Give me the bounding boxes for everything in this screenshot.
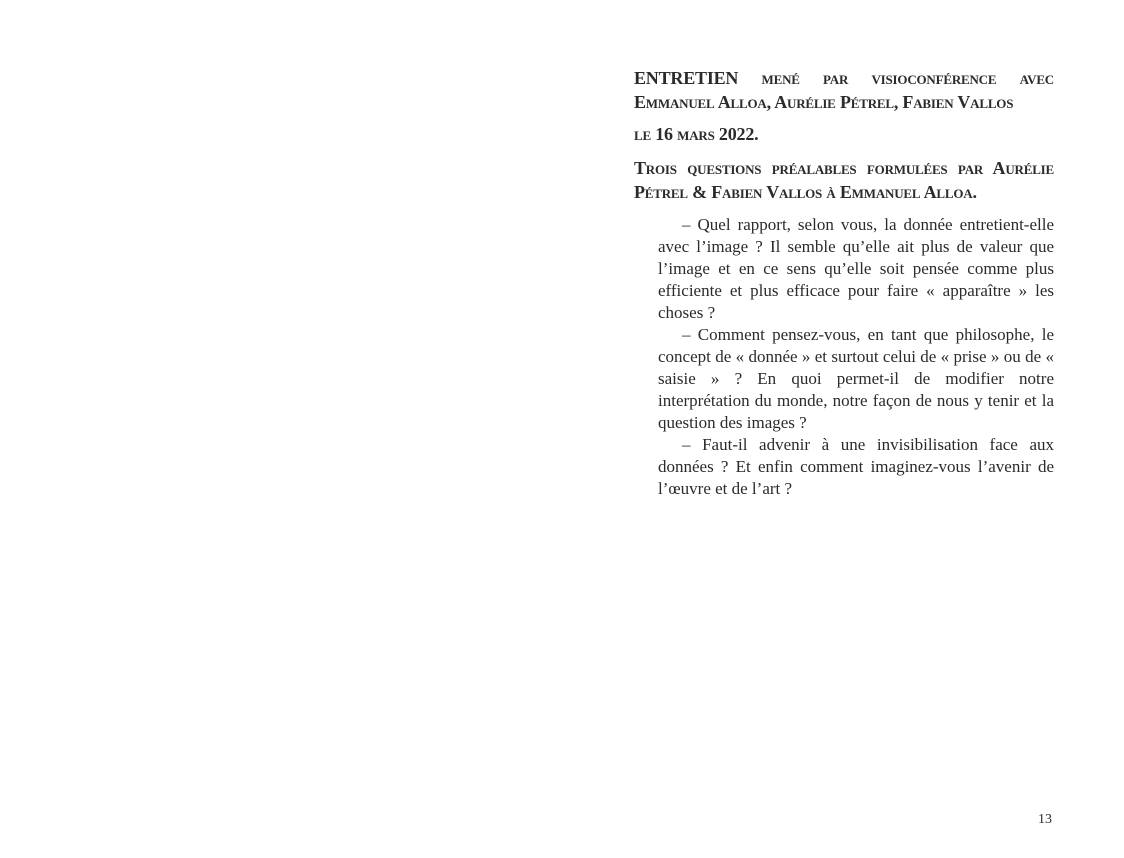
interview-date: le 16 mars 2022. — [634, 124, 759, 144]
question-2: – Comment pensez-vous, en tant que philosophe, le concept de « donnée » et surtout celui de « prise » ou de « saisie » ? En quoi permet-il de modifier notre interprétation du monde, notre façon de nous y tenir et la question des images ? — [658, 325, 1054, 432]
interview-subtitle: Trois questions préalables formulées par Aurélie Pétrel & Fabien Vallos à Emmanuel Alloa. — [634, 158, 1054, 202]
interview-heading — [634, 66, 1054, 114]
heading-lead-rest: mené par visioconférence avec Emmanuel Alloa, Aurélie Pétrel, Fabien Vallos — [634, 68, 1054, 112]
questions-list — [658, 214, 1054, 500]
page-text-block — [634, 66, 1054, 500]
heading-lead-word: ENTRETIEN — [634, 68, 739, 88]
question-1: – Quel rapport, selon vous, la donnée entretient-elle avec l’image ? Il semble qu’elle ait plus de valeur que l’image et en ce sens qu’elle soit pensée comme plus efficiente et plus efficace pour faire « apparaître » les choses ? — [658, 215, 1054, 322]
question-3: – Faut-il advenir à une invisibilisation face aux données ? Et enfin comment imaginez-vous l’avenir de l’œuvre et de l’art ? — [658, 435, 1054, 498]
page-number: 13 — [1038, 812, 1052, 827]
